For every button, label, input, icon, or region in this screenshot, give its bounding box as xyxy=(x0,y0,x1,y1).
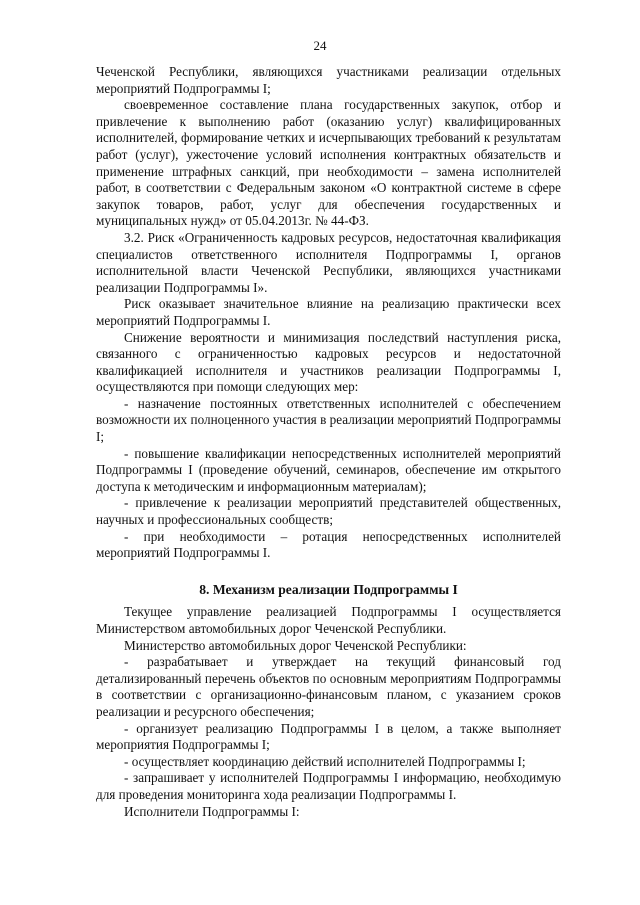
paragraph: своевременное составление плана государственных закупок, отбор и привлечение к выполнению работ (оказанию услуг) квалифицированных исполнителей, формирование четких и исчерпывающих требований к результатам работ (услуг), ужесточение условий исполнения контрактных обязательств и применение штрафных санкций, при необходимости – замена исполнителей работ, в соответствии с Федеральным законом «О контрактной системе в сфере закупок товаров, работ, услуг для обеспечения государственных и муниципальных нужд» от 05.04.2013г. № 44-ФЗ. xyxy=(96,97,561,229)
document-body xyxy=(96,64,561,820)
section-7-text xyxy=(96,64,561,562)
paragraph: - осуществляет координацию действий исполнителей Подпрограммы I; xyxy=(124,753,526,769)
paragraph: Чеченской Республики, являющихся участниками реализации отдельных мероприятий Подпрограммы I; xyxy=(96,64,561,96)
paragraph: Риск оказывает значительное влияние на реализацию практически всех мероприятий Подпрограммы I. xyxy=(96,296,561,328)
paragraph: - повышение квалификации непосредственных исполнителей мероприятий Подпрограммы I (проведение обучений, семинаров, обеспечение им открытого доступа к методическим и информационным материалам); xyxy=(96,445,561,494)
paragraph: - организует реализацию Подпрограммы I в целом, а также выполняет мероприятия Подпрограммы I; xyxy=(96,720,561,753)
paragraph: Министерство автомобильных дорог Чеченской Республики: xyxy=(124,637,467,653)
paragraph: Снижение вероятности и минимизация последствий наступления риска, связанного с ограниченностью кадровых ресурсов и недостаточной квалификацией исполнителя и участников реализации Подпрограммы I, осуществляются при помощи следующих мер: xyxy=(96,329,561,395)
paragraph: - назначение постоянных ответственных исполнителей с обеспечением возможности их полноценного участия в реализации мероприятий Подпрограммы I; xyxy=(96,395,561,445)
paragraph: - при необходимости – ротация непосредственных исполнителей мероприятий Подпрограммы I. xyxy=(96,528,561,561)
paragraph: 3.2. Риск «Ограниченность кадровых ресурсов, недостаточная квалификация специалистов ответственного исполнителя Подпрограммы I, органов исполнительной власти Чеченской Республики, являющихся участниками реализации Подпрограммы I». xyxy=(96,229,561,295)
section-8-text xyxy=(96,604,561,820)
paragraph: - привлечение к реализации мероприятий представителей общественных, научных и профессиональных сообществ; xyxy=(96,495,561,528)
paragraph: Текущее управление реализацией Подпрограммы I осуществляется Министерством автомобильных дорог Чеченской Республики. xyxy=(96,604,561,636)
section-heading: 8. Механизм реализации Подпрограммы I xyxy=(199,581,458,597)
page-number: 24 xyxy=(313,38,327,53)
paragraph: Исполнители Подпрограммы I: xyxy=(124,803,300,819)
paragraph: - запрашивает у исполнителей Подпрограммы I информацию, необходимую для проведения мониторинга хода реализации Подпрограммы I. xyxy=(96,770,561,802)
paragraph: - разрабатывает и утверждает на текущий финансовый год детализированный перечень объектов по основным мероприятиям Подпрограммы в соответствии с организационно-финансовым планом, с указанием сроков реализации и ресурсного обеспечения; xyxy=(96,654,561,719)
